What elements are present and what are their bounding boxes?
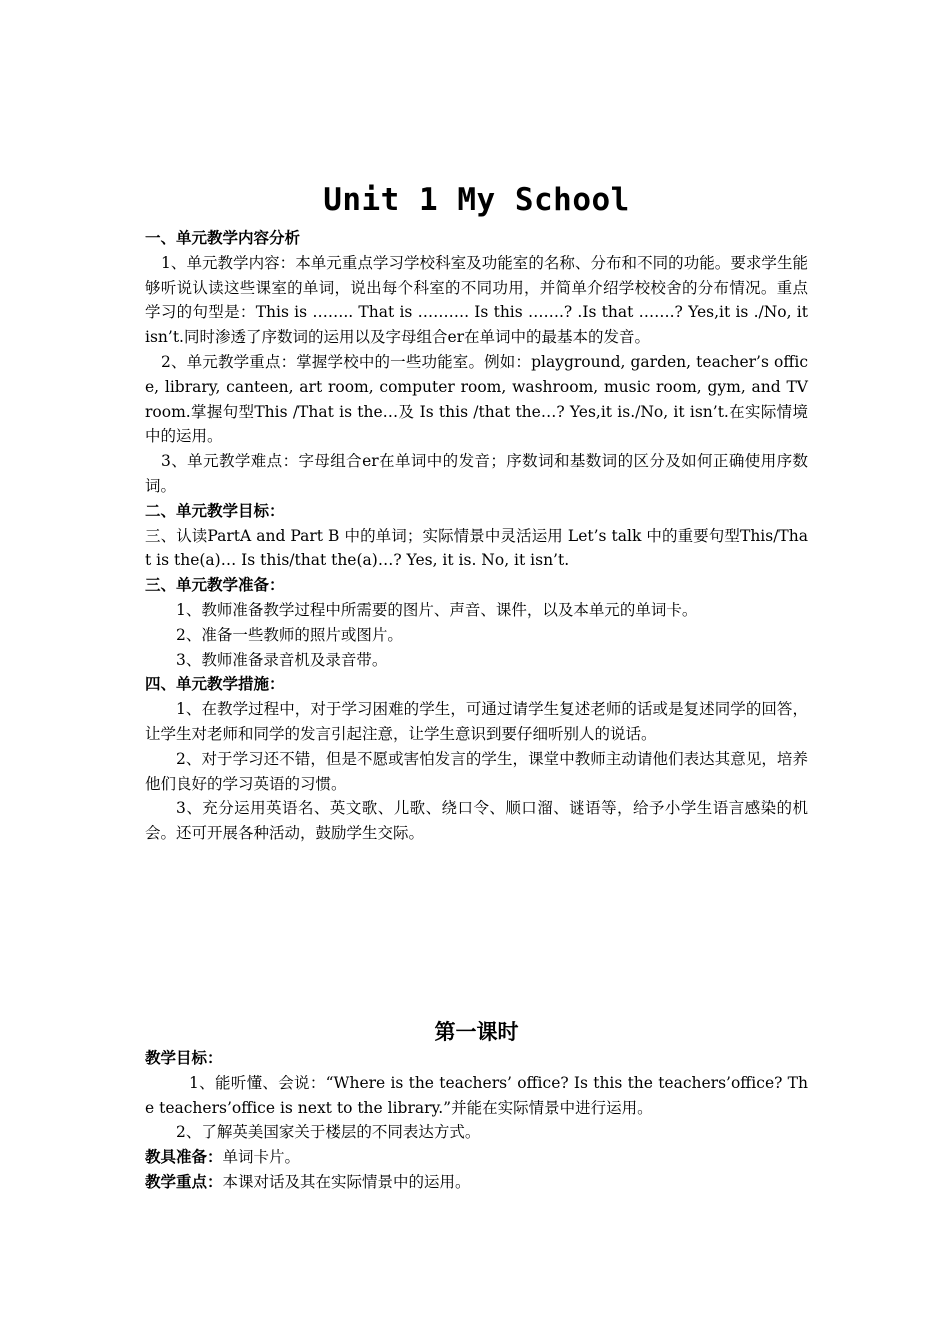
- goal-item: 1、能听懂、会说：“Where is the teachers’ office? Is this the teachers’office? The teachers’office is next to the library.”并能在实际情景中进行运用。: [145, 1073, 808, 1117]
- list-item: 3、教师准备录音机及录音带。: [176, 650, 388, 669]
- teaching-tools-label: 教具准备：: [145, 1148, 223, 1167]
- paragraph-key-points: 2、单元教学重点：掌握学校中的一些功能室。例如：playground, garden, teacher’s office, library, canteen, art room, computer room, washroom, music room, gym, and TV room.掌握句型This /That is the…及 Is this /that the…? Yes,it is./No, it isn’t.在实际情境中的运用。: [145, 352, 808, 446]
- teaching-focus-text: 本课对话及其在实际情景中的运用。: [222, 1172, 471, 1191]
- lesson-heading: 第一课时: [434, 1020, 519, 1044]
- list-item: 2、准备一些教师的照片或图片。: [176, 625, 403, 644]
- list-item: 1、在教学过程中，对于学习困难的学生，可通过请学生复述老师的话或是复述同学的回答，让学生对老师和同学的发言引起注意，让学生意识到要仔细听别人的说话。: [145, 700, 808, 743]
- teaching-tools-text: 单词卡片。: [222, 1148, 301, 1167]
- paragraph-content: 1、单元教学内容：本单元重点学习学校科室及功能室的名称、分布和不同的功能。要求学生能够听说认读这些课室的单词，说出每个科室的不同功用，并简单介绍学校校舍的分布情况。重点学习的句型是：This is …….. That is ………. Is this …….? .Is that …….? Yes,it is ./No, it isn’t.同时渗透了序数词的运用以及字母组合er在单词中的最基本的发音。: [145, 253, 808, 347]
- paragraph-difficulties: 3、单元教学难点：字母组合er在单词中的发音；序数词和基数词的区分及如何正确使用序数词。: [145, 452, 808, 495]
- section-heading-content-analysis: 一、单元教学内容分析: [145, 229, 301, 247]
- goal-item: 2、了解英美国家关于楼层的不同表达方式。: [176, 1123, 481, 1142]
- list-item: 1、教师准备教学过程中所需要的图片、声音、课件，以及本单元的单词卡。: [176, 600, 698, 619]
- lesson-one: [145, 1046, 808, 1195]
- teaching-goals-label: 教学目标：: [145, 1049, 223, 1067]
- list-item: 2、对于学习还不错，但是不愿或害怕发言的学生，课堂中教师主动请他们表达其意见，培养他们良好的学习英语的习惯。: [145, 749, 808, 793]
- section-heading-objectives: 二、单元教学目标：: [145, 501, 285, 520]
- teaching-focus: [145, 1170, 808, 1195]
- teaching-tools: [145, 1145, 808, 1170]
- section-heading-preparation: 三、单元教学准备：: [145, 576, 285, 595]
- section-heading-measures: 四、单元教学措施：: [145, 675, 285, 694]
- teaching-focus-label: 教学重点：: [145, 1172, 223, 1191]
- list-item: 3、充分运用英语名、英文歌、儿歌、绕口令、顺口溜、谜语等，给予小学生语言感染的机会。还可开展各种活动，鼓励学生交际。: [145, 799, 808, 843]
- paragraph-objectives: 三、认读PartA and Part B 中的单词；实际情景中灵活运用 Let’s talk 中的重要句型This/That is the(a)… Is this/that the(a)…? Yes, it is. No, it isn’t.: [145, 526, 808, 570]
- unit-overview: [145, 226, 808, 846]
- document-title: Unit 1 My School: [323, 182, 630, 218]
